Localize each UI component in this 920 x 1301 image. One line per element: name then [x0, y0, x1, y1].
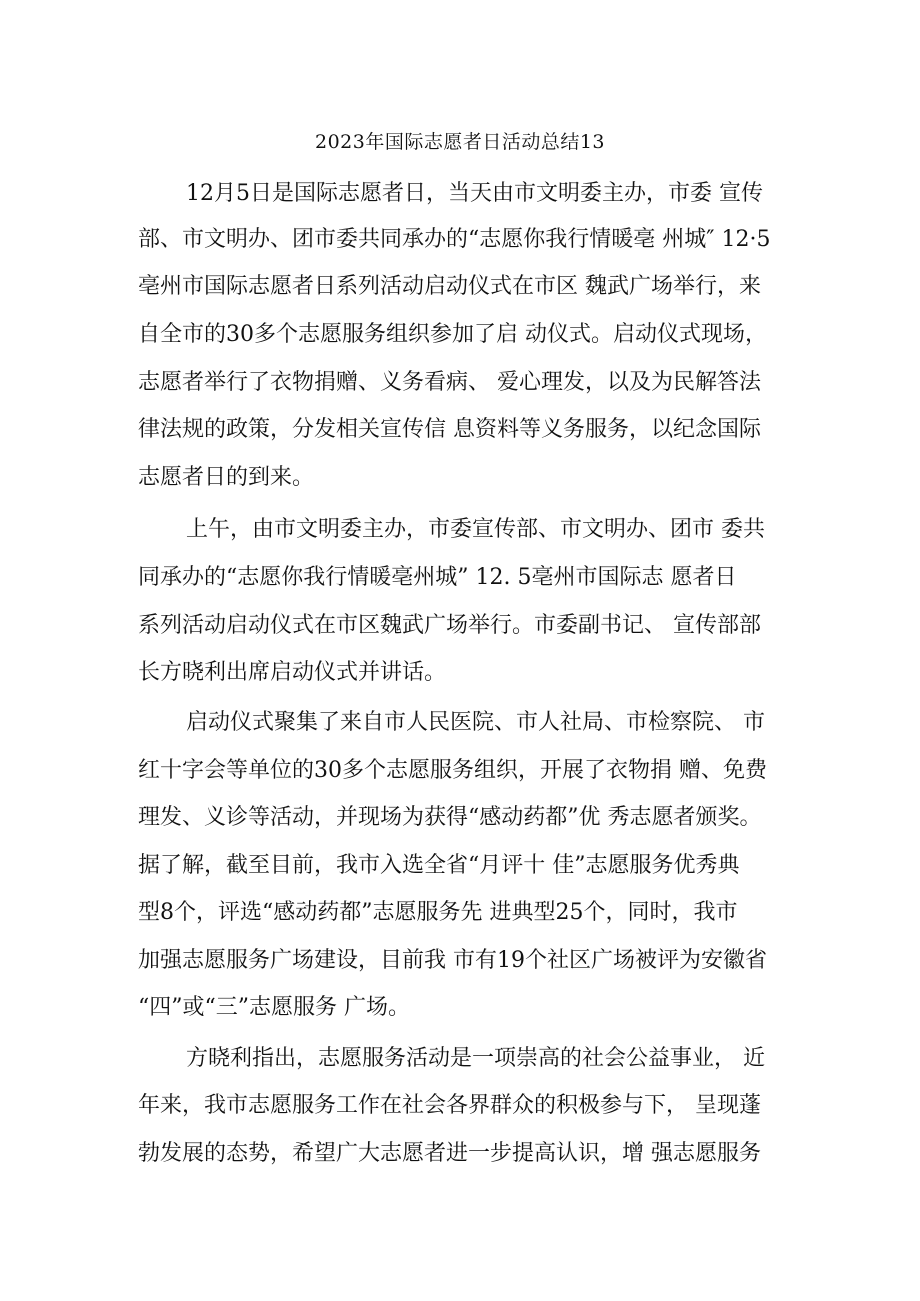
- paragraph-3-line-3: 理发、义诊等活动，并现场为获得“感动药都”优 秀志愿者颁奖。: [138, 805, 762, 830]
- paragraph-1-line-6: 律法规的政策，分发相关宣传信 息资料等义务服务，以纪念国际: [138, 417, 761, 442]
- paragraph-1-line-1: 12月5日是国际志愿者日，当天由市文明委主办，市委 宣传: [186, 181, 763, 206]
- paragraph-2-line-1: 上午，由市文明委主办，市委宣传部、市文明办、团市 委共: [186, 517, 765, 542]
- document-title: 2023年国际志愿者日活动总结13: [314, 131, 606, 153]
- paragraph-4-line-2: 年来，我市志愿服务工作在社会各界群众的积极参与下， 呈现蓬: [138, 1093, 761, 1118]
- paragraph-1-line-7: 志愿者日的到来。: [138, 465, 315, 490]
- paragraph-3-line-4: 据了解，截至目前，我市入选全省“月评十 佳”志愿服务优秀典: [138, 853, 740, 878]
- paragraph-2-line-3: 系列活动启动仪式在市区魏武广场举行。市委副书记、 宣传部部: [138, 613, 761, 638]
- paragraph-3-line-7: “四”或“三”志愿服务 广场。: [138, 995, 410, 1020]
- paragraph-2-line-4: 长方晓利出席启动仪式并讲话。: [138, 660, 447, 685]
- paragraph-1-line-3: 亳州市国际志愿者日系列活动启动仪式在市区 魏武广场举行，来: [138, 274, 761, 299]
- paragraph-4-line-3: 勃发展的态势，希望广大志愿者进一步提高认识，增 强志愿服务: [138, 1141, 761, 1166]
- paragraph-3-line-1: 启动仪式聚集了来自市人民医院、市人社局、市检察院、 市: [186, 710, 765, 735]
- paragraph-3-line-6: 加强志愿服务广场建设，目前我 市有19个社区广场被评为安徽省: [138, 948, 767, 973]
- paragraph-1-line-5: 志愿者举行了衣物捐赠、义务看病、 爱心理发，以及为民解答法: [138, 370, 761, 395]
- paragraph-3-line-2: 红十字会等单位的30多个志愿服务组织，开展了衣物捐 赠、免费: [138, 758, 767, 783]
- paragraph-1-line-2: 部、市文明办、团市委共同承办的“志愿你我行情暖亳 州城″ 12·5: [138, 227, 771, 252]
- paragraph-2-line-2: 同承办的“志愿你我行情暖亳州城” 12. 5亳州市国际志 愿者日: [138, 565, 737, 590]
- paragraph-4-line-1: 方晓利指出，志愿服务活动是一项崇高的社会公益事业， 近: [186, 1046, 765, 1071]
- paragraph-3-line-5: 型8个，评选“感动药都”志愿服务先 进典型25个，同时，我市: [138, 900, 738, 925]
- paragraph-1-line-4: 自全市的30多个志愿服务组织参加了启 动仪式。启动仪式现场，: [138, 322, 767, 347]
